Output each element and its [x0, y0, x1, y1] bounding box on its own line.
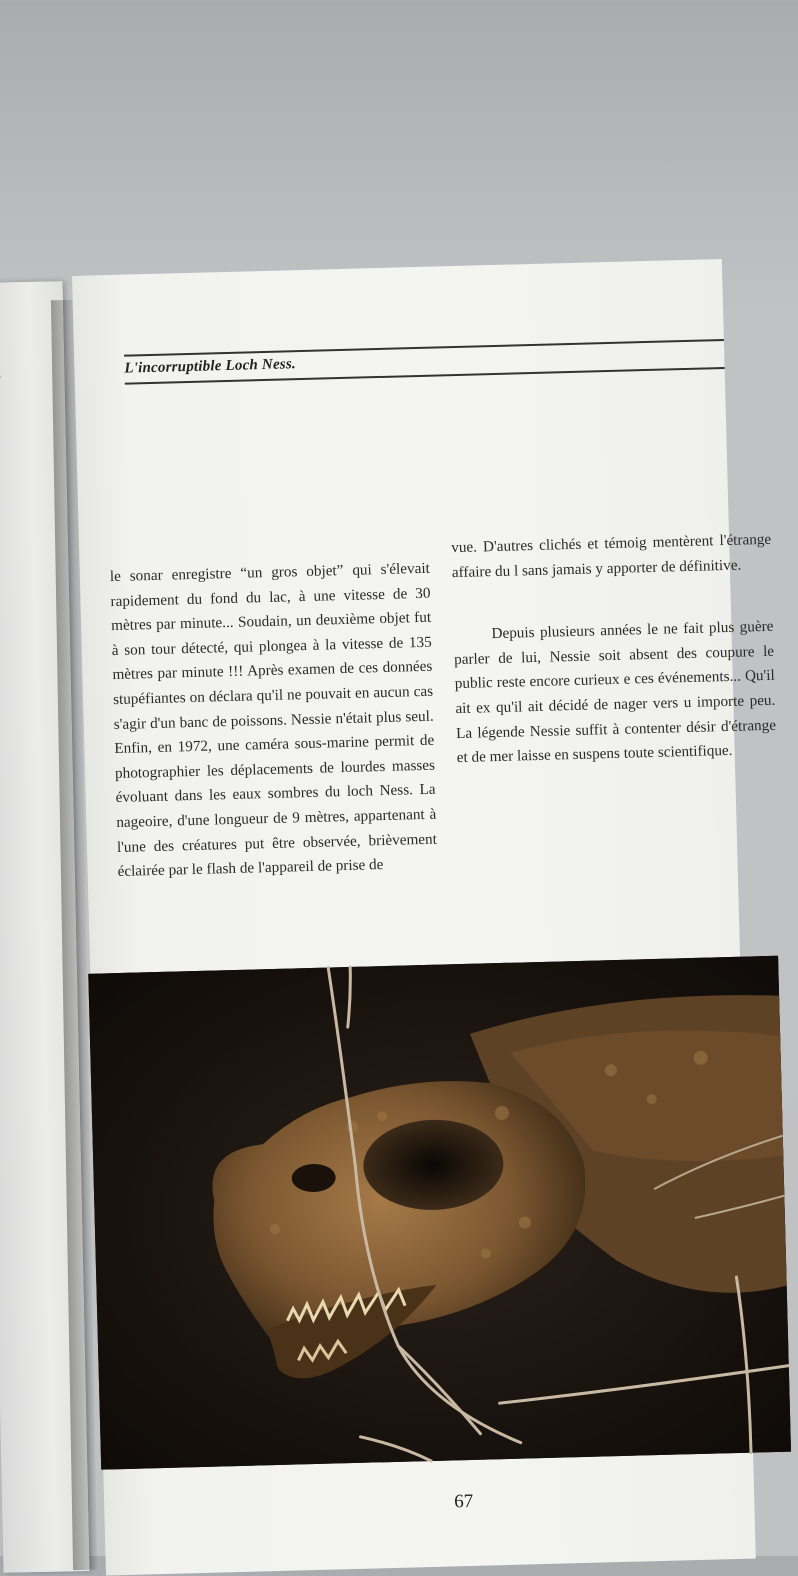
- paragraph: Depuis plusieurs années le ne fait plus guère parler de lui, Nessie soit absent des coupure le public reste encore curieux e ces événements... Qu'il ait ex qu'il ait décidé de nager vers u importe peu. La légende Nessie suffit à contenter désir d'étrange et de mer laisse en suspens toute scientifique.: [453, 615, 777, 771]
- page-number: 67: [454, 1491, 474, 1513]
- running-head: L'incorruptible Loch Ness.: [124, 356, 296, 377]
- book-page: [72, 259, 756, 1576]
- creature-photo: [88, 956, 791, 1470]
- header-rule-top: [124, 339, 724, 356]
- paragraph: le sonar enregistre “un gros objet” qui s'élevait rapidement du fond du lac, à une vitesse de 30 mètres par minute... Soudain, un deuxième objet fut à son tour détecté, qui plongea à la vitesse de 135 mètres par minute !!! Après examen de ces données stupéfiantes on déclara qu'il ne pouvait en aucun cas s'agir d'un banc de poissons. Nessie n'était plus seul. Enfin, en 1972, une caméra sous-marine permit de photographier les déplacements de lourdes masses évoluant dans les eaux sombres du loch Ness. La nageoire, d'une longueur de 9 mètres, appartenant à l'une des créatures put être observée, brièvement éclairée par le flash de l'appareil de prise de: [110, 557, 438, 885]
- paragraph: vue. D'autres clichés et témoig mentèrent l'étrange affaire du l sans jamais y apporter de définitive.: [451, 528, 772, 586]
- text-column-left: [110, 557, 438, 885]
- text-column-right: [451, 528, 777, 771]
- creature-head-icon: [88, 956, 791, 1470]
